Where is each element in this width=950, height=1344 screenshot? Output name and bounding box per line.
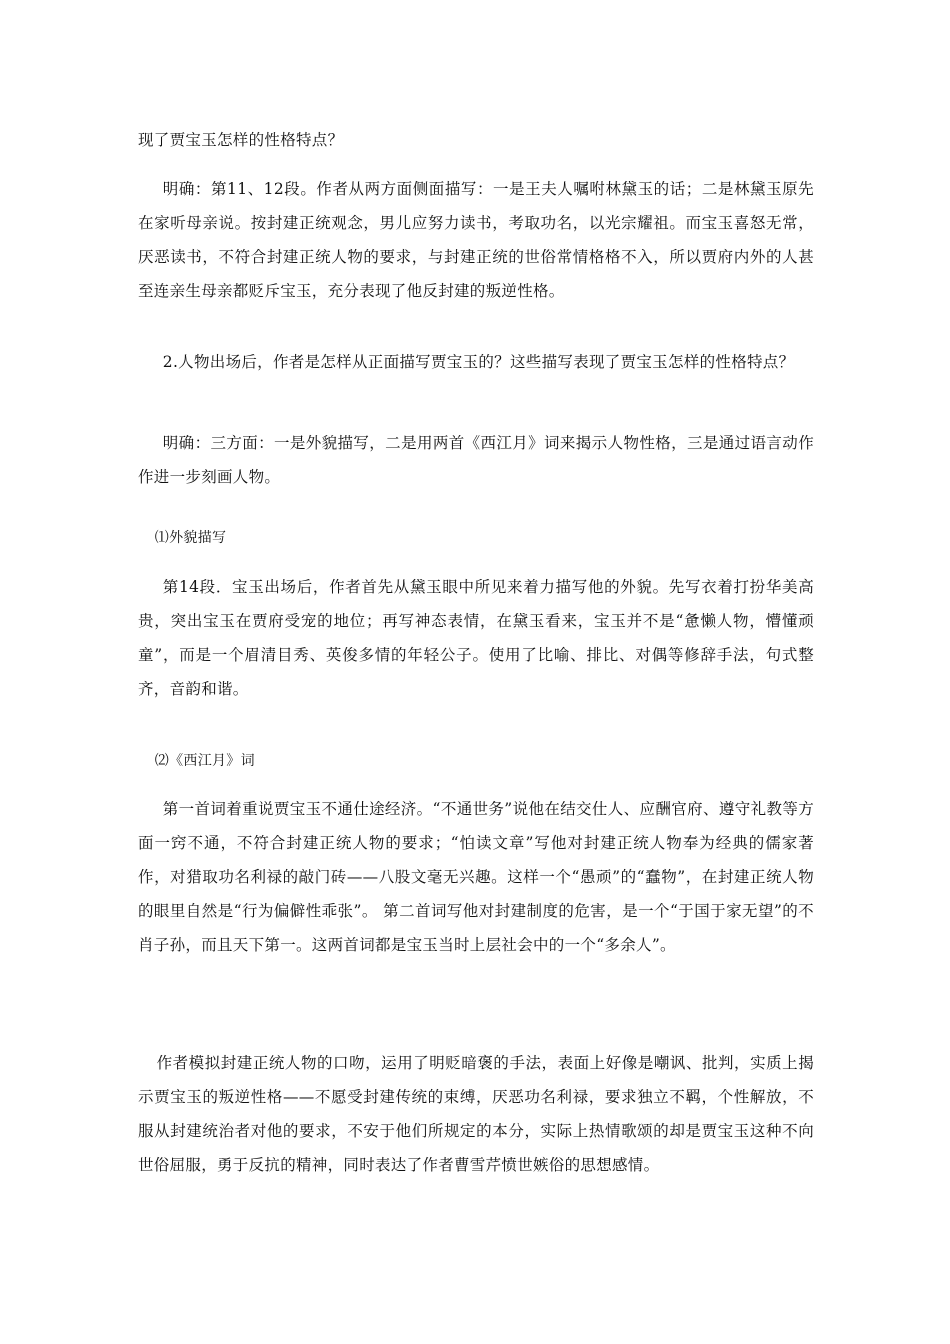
paragraph-xijiangyue: 第一首词着重说贾宝玉不通仕途经济。“不通世务”说他在结交仕人、应酬官府、遵守礼教等方面一窍不通，不符合封建正统人物的要求；“怕读文章”写他对封建正统人物奉为经典的儒家著作，对猎取功名利禄的敲门砖——八股文毫无兴趣。这样一个“愚顽”的“蠢物”，在封建正统人物的眼里自然是“行为偏僻性乖张”。 第二首词写他对封建制度的危害，是一个“于国于家无望”的不肖子孙，而且天下第一。这两首词都是宝玉当时上层社会中的一个“多余人”。 (138, 800, 814, 954)
paragraph-answer-1: 明确：第11、12段。作者从两方面侧面描写：一是王夫人嘱咐林黛玉的话；二是林黛玉原先在家听母亲说。按封建正统观念，男儿应努力读书，考取功名，以光宗耀祖。而宝玉喜怒无常，厌恶读书，不符合封建正统人物的要求，与封建正统的世俗常情格格不入，所以贾府内外的人甚至连亲生母亲都贬斥宝玉，充分表现了他反封建的叛逆性格。 (138, 180, 814, 300)
paragraph-conclusion: 作者模拟封建正统人物的口吻，运用了明贬暗褒的手法，表面上好像是嘲讽、批判，实质上揭示贾宝玉的叛逆性格——不愿受封建传统的束缚，厌恶功名利禄，要求独立不羁，个性解放，不服从封建统治者对他的要求，不安于他们所规定的本分，实际上热情歌颂的却是贾宝玉这种不向世俗屈服，勇于反抗的精神，同时表达了作者曹雪芹愤世嫉俗的思想感情。 (138, 1054, 814, 1174)
paragraph-appearance: 第14段．宝玉出场后，作者首先从黛玉眼中所见来着力描写他的外貌。先写衣着打扮华美高贵，突出宝玉在贾府受宠的地位；再写神态表情，在黛玉看来，宝玉并不是“惫懒人物，懵懂顽童”，而是一个眉清目秀、英俊多情的年轻公子。使用了比喻、排比、对偶等修辞手法，句式整齐，音韵和谐。 (138, 578, 814, 698)
paragraph-continuation: 现了贾宝玉怎样的性格特点？ (138, 131, 344, 149)
subheading-appearance: ⑴外貌描写 (154, 530, 227, 546)
paragraph-answer-2: 明确：三方面：一是外貌描写，二是用两首《西江月》词来揭示人物性格，三是通过语言动作作进一步刻画人物。 (138, 434, 814, 486)
subheading-xijiangyue: ⑵《西江月》词 (154, 753, 255, 769)
paragraph-question-2: 2.人物出场后，作者是怎样从正面描写贾宝玉的？这些描写表现了贾宝玉怎样的性格特点？ (162, 353, 795, 371)
